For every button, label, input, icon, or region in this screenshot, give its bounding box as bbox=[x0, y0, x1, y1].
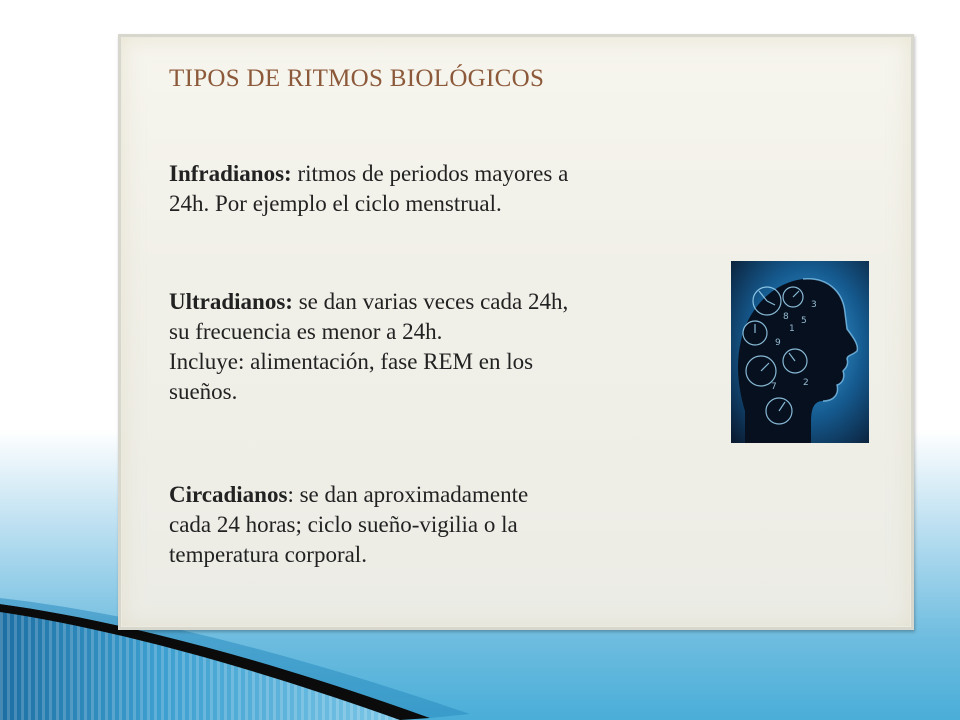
section-term: Infradianos: bbox=[169, 161, 292, 186]
svg-text:5: 5 bbox=[801, 316, 807, 326]
head-with-clocks-illustration bbox=[731, 261, 869, 443]
section-infradianos bbox=[169, 159, 729, 219]
section-line: temperatura corporal. bbox=[169, 542, 367, 567]
svg-text:3: 3 bbox=[811, 300, 817, 310]
section-ultradianos bbox=[169, 287, 729, 407]
section-line: Incluye: alimentación, fase REM en los bbox=[169, 349, 534, 374]
svg-text:7: 7 bbox=[771, 382, 777, 392]
section-line bbox=[169, 159, 729, 189]
section-line: su frecuencia es menor a 24h. bbox=[169, 319, 443, 344]
section-text: : se dan aproximadamente bbox=[287, 482, 529, 507]
svg-text:9: 9 bbox=[775, 338, 781, 348]
svg-text:1: 1 bbox=[789, 324, 795, 334]
section-circadianos bbox=[169, 480, 729, 570]
section-text: se dan varias veces cada 24h, bbox=[292, 289, 569, 314]
svg-text:2: 2 bbox=[803, 378, 809, 388]
section-line: sueños. bbox=[169, 379, 238, 404]
section-line bbox=[169, 480, 729, 510]
section-line bbox=[169, 287, 729, 317]
svg-text:8: 8 bbox=[783, 312, 789, 322]
section-line: cada 24 horas; ciclo sueño-vigilia o la bbox=[169, 512, 518, 537]
section-term: Circadianos bbox=[169, 482, 288, 507]
content-card bbox=[118, 34, 914, 630]
section-term: Ultradianos: bbox=[169, 289, 293, 314]
section-line: 24h. Por ejemplo el ciclo menstrual. bbox=[169, 191, 502, 216]
section-text: ritmos de periodos mayores a bbox=[291, 161, 569, 186]
slide-title: TIPOS DE RITMOS BIOLÓGICOS bbox=[169, 65, 545, 92]
